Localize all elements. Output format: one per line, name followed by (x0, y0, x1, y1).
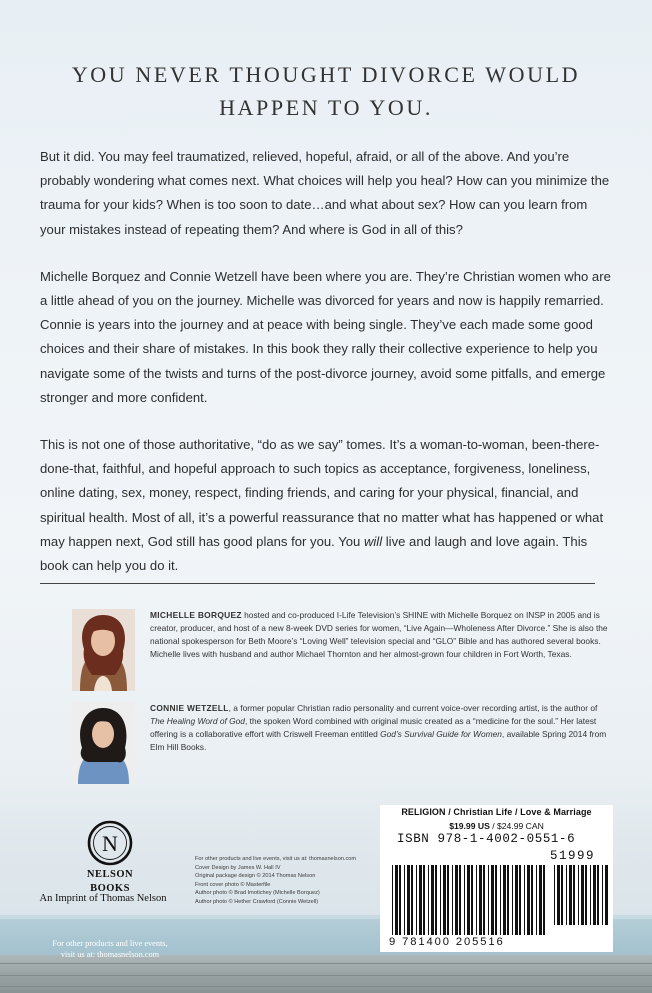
design-credits (195, 855, 380, 906)
wooden-deck (0, 955, 652, 993)
section-divider (40, 583, 595, 584)
barcode-bar (536, 865, 537, 935)
credit-line: Author photo © Hether Crawford (Connie Wetzell) (195, 898, 319, 905)
description-paragraph-2: Michelle Borquez and Connie Wetzell have been where you are. They’re Christian women who are a little ahead of you on the journey. Michelle was divorced for years and now is happily remarried. Connie is years into the journey and at peace with being single. They’ve each made some good choices and their share of mistakes. In this book they rally their collective experience to help you navigate some of the twists and turns of the post-divorce journey, avoid some pitfalls, and emerge stronger and more confident. (40, 268, 611, 405)
barcode-bar (447, 865, 449, 935)
nelson-books-circle-logo-icon (87, 820, 133, 866)
barcode-bar (467, 865, 470, 935)
barcode-bar (392, 865, 393, 935)
logo-word-nelson: NELSON (86, 869, 134, 880)
barcode-bar (423, 865, 425, 935)
credit-line: For other products and live events, visit us at: thomasnelson.com (195, 856, 357, 862)
barcode-bar (407, 865, 410, 935)
barcode-bar (495, 865, 497, 935)
price-addon-code: 51999 (550, 849, 596, 863)
barcode-bar (590, 865, 591, 925)
barcode-bar (440, 865, 441, 935)
credit-line: Front cover photo © Masterfile (195, 881, 271, 888)
barcode-bar (404, 865, 405, 935)
barcode-bar (428, 865, 429, 935)
bisac-category: RELIGION / Christian Life / Love & Marriage (401, 807, 592, 817)
barcode-bar (459, 865, 461, 935)
book-title-healing-word: The Healing Word of God (150, 716, 245, 726)
barcode-bar (581, 865, 584, 925)
barcode-bar (399, 865, 401, 935)
book-description (40, 145, 612, 601)
barcode-bar (597, 865, 599, 925)
barcode-bar (602, 865, 603, 925)
author-name-michelle: MICHELLE BORQUEZ (150, 610, 242, 620)
price-line: $19.99 US / $24.99 CAN (449, 821, 544, 831)
barcode-bar (578, 865, 579, 925)
barcode-digits: 9 781400 205516 (389, 936, 505, 948)
barcode-bar (419, 865, 422, 935)
book-title-survival-guide: God’s Survival Guide for Women (380, 729, 502, 739)
emphasis-will: will (363, 533, 383, 549)
footer-note: For other products and live events, visit us at: thomasnelson.com (52, 939, 168, 959)
barcode-bar (435, 865, 437, 935)
barcode-bar (431, 865, 434, 935)
barcode-bar (519, 865, 521, 935)
barcode-bar (500, 865, 501, 935)
barcode-bar (515, 865, 518, 935)
barcode-bar (585, 865, 587, 925)
barcode-bar (561, 865, 563, 925)
description-paragraph-1: But it did. You may feel traumatized, relieved, hopeful, afraid, or all of the above. And you’re probably wondering what comes next. What choices will help you heal? How can you minimize the trauma for your kids? When is too soon to date…and what about sex? How can you learn from your mistakes instead of repeating them? And where is God in all of this? (40, 149, 610, 237)
barcode-bar (569, 865, 572, 925)
nelson-books-logo (60, 820, 160, 894)
bio-text-michelle: MICHELLE BORQUEZ hosted and co-produced I-Life Television’s SHINE with Michelle Borquez on INSP in 2005 and is creator, producer, and host of a new 8-week DVD series for women, “Live Again—Wholeness After Divorce.” She is also the national spokesperson for Beth Moore’s “Loving Well” television special and “GLO” Bible and has authored several books. Michelle lives with husband and author Michael Thornton and her almost-grown four children in Fort Worth, Texas. (150, 610, 608, 659)
barcode-bar (543, 865, 545, 935)
barcode-bar (527, 865, 530, 935)
barcode-bar (479, 865, 482, 935)
barcode-bar (416, 865, 417, 935)
back-cover-headline: YOU NEVER THOUGHT DIVORCE WOULD HAPPEN TO YOU. (71, 62, 581, 120)
bio-text-connie: CONNIE WETZELL, a former popular Christian radio personality and current voice-over recording artist, is the author of The Healing Word of God, the spoken Word combined with original music created as a “medicine for the soul.” Her latest offering is a collaborative effort with Criswell Freeman entitled God’s Survival Guide for Women, available Spring 2014 from Elm Hill Books. (150, 703, 607, 752)
barcode-bar (488, 865, 489, 935)
barcode-bar (566, 865, 567, 925)
barcode-bar (452, 865, 453, 935)
barcode-bar (524, 865, 525, 935)
isbn-number: ISBN 978-1-4002-0551-6 (397, 832, 576, 846)
barcode-bar (476, 865, 477, 935)
author-photo-connie (72, 702, 135, 784)
barcode-bar (507, 865, 509, 935)
credit-line: Author photo © Brad Imotichey (Michelle Borquez) (195, 890, 320, 896)
barcode-bar (464, 865, 465, 935)
barcode-bar (491, 865, 494, 935)
ean-13-barcode-icon (388, 865, 610, 937)
credit-line: Cover Design by James W. Hall IV (195, 864, 281, 871)
author-photo-michelle (72, 609, 135, 691)
barcode-bar (443, 865, 446, 935)
barcode-bar (605, 865, 608, 925)
barcode-bar (455, 865, 458, 935)
barcode-bar (471, 865, 473, 935)
barcode-bar (593, 865, 596, 925)
logo-word-books: BOOKS (90, 883, 130, 894)
barcode-bar (554, 865, 555, 925)
barcode-bar (512, 865, 513, 935)
author-name-connie: CONNIE WETZELL (150, 703, 229, 713)
barcode-panel (380, 805, 613, 952)
barcode-bar (395, 865, 398, 935)
description-paragraph-3: This is not one of those authoritative, “do as we say” tomes. It’s a woman-to-woman, been-there-done-that, faithful, and hopeful approach to such topics as acceptance, forgiveness, loneliness, online dating, sex, money, respect, finding friends, and caring for your physical, financial, and spiritual health. Most of all, it’s a powerful reassurance that no matter what has happened or what may happen next, God still has good plans for you. You will live and laugh and love again. This book can help you do it. (40, 437, 604, 574)
barcode-bar (557, 865, 560, 925)
imprint-line: An Imprint of Thomas Nelson (39, 893, 167, 904)
credit-line: Original package design © 2014 Thomas Nelson (195, 873, 316, 879)
barcode-bar (573, 865, 575, 925)
barcode-bar (539, 865, 542, 935)
barcode-bar (483, 865, 485, 935)
barcode-bar (411, 865, 413, 935)
logo-letter: N (102, 831, 118, 856)
barcode-bar (503, 865, 506, 935)
barcode-bar (531, 865, 533, 935)
